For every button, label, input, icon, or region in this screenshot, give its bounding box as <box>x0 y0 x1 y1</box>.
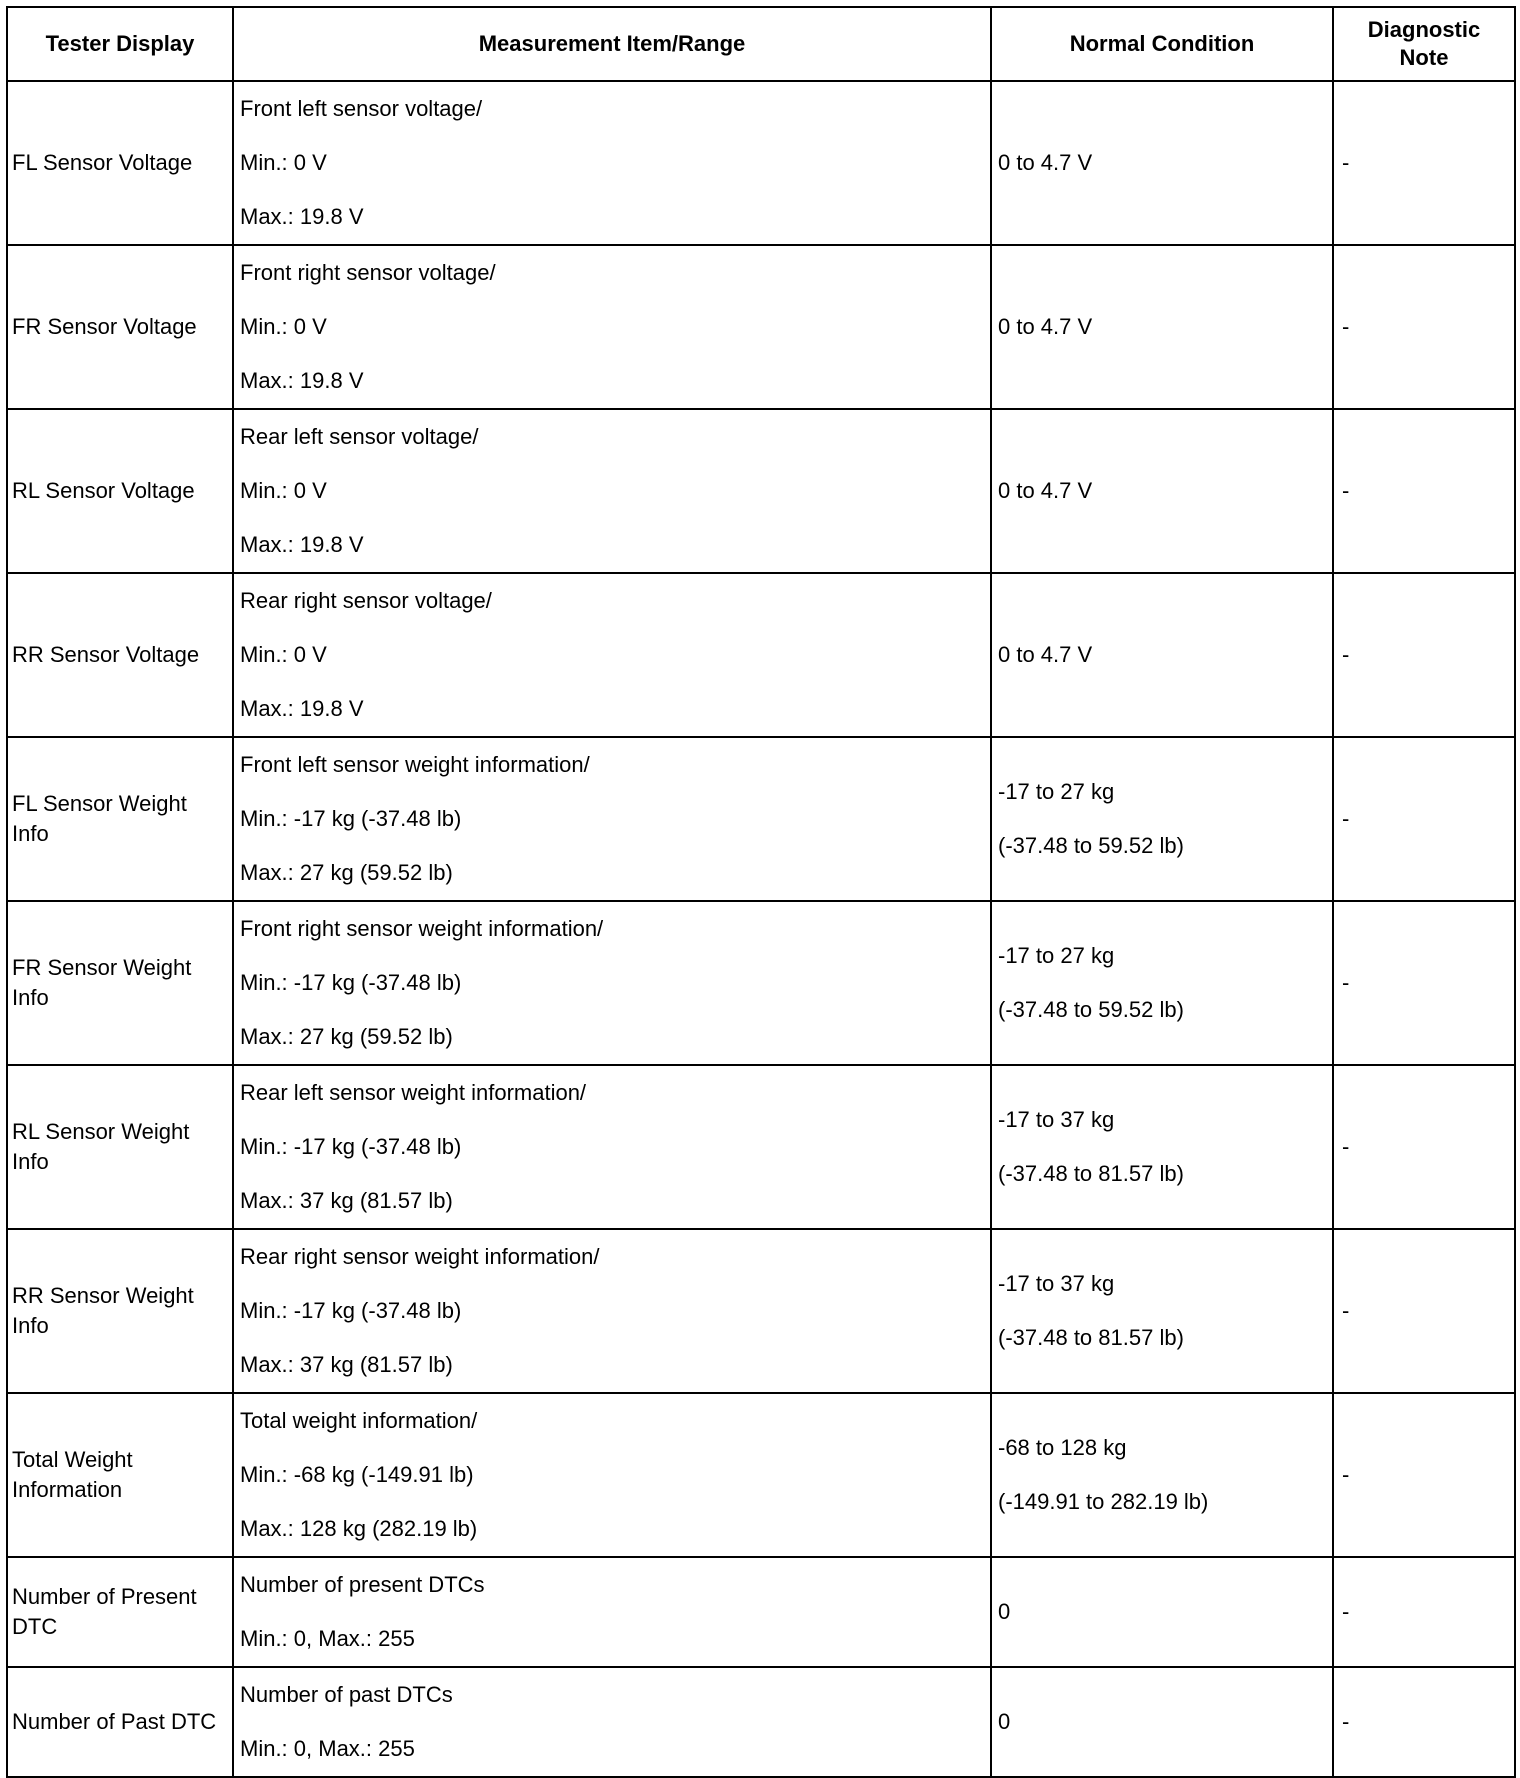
normal-condition-line: (-37.48 to 81.57 lb) <box>998 1161 1184 1186</box>
measurement-line: Max.: 19.8 V <box>240 368 364 393</box>
normal-condition-line: (-37.48 to 59.52 lb) <box>998 833 1184 858</box>
measurement-line: Front left sensor voltage/ <box>240 96 483 121</box>
diagnostic-note-cell: - <box>1333 573 1515 737</box>
measurement-cell <box>233 81 991 245</box>
header-tester-display: Tester Display <box>7 7 233 81</box>
normal-condition-cell <box>991 81 1333 245</box>
diagnostic-note-cell: - <box>1333 901 1515 1065</box>
measurement-line: Max.: 27 kg (59.52 lb) <box>240 860 453 885</box>
normal-condition-line: -17 to 37 kg <box>998 1107 1115 1132</box>
measurement-line: Max.: 128 kg (282.19 lb) <box>240 1516 478 1541</box>
table-row <box>7 1393 1515 1557</box>
measurement-line: Min.: -17 kg (-37.48 lb) <box>240 806 462 831</box>
normal-condition-cell <box>991 573 1333 737</box>
tester-display-cell: FL Sensor Weight Info <box>7 737 233 901</box>
measurement-line: Min.: 0 V <box>240 642 327 667</box>
normal-condition-line: (-37.48 to 59.52 lb) <box>998 997 1184 1022</box>
normal-condition-cell <box>991 1065 1333 1229</box>
measurement-cell <box>233 1667 991 1777</box>
tester-display-cell: FR Sensor Weight Info <box>7 901 233 1065</box>
tester-display-cell: RR Sensor Weight Info <box>7 1229 233 1393</box>
table-row <box>7 737 1515 901</box>
diagnostic-data-table <box>6 6 1516 1778</box>
normal-condition-line: 0 to 4.7 V <box>998 150 1093 175</box>
measurement-line: Min.: 0 V <box>240 150 327 175</box>
tester-display-cell: RL Sensor Voltage <box>7 409 233 573</box>
measurement-cell <box>233 245 991 409</box>
normal-condition-line: -17 to 37 kg <box>998 1271 1115 1296</box>
measurement-line: Max.: 19.8 V <box>240 204 364 229</box>
measurement-line: Number of past DTCs <box>240 1682 453 1707</box>
diagnostic-note-cell: - <box>1333 81 1515 245</box>
normal-condition-cell <box>991 1229 1333 1393</box>
measurement-line: Max.: 19.8 V <box>240 696 364 721</box>
normal-condition-cell <box>991 1557 1333 1667</box>
measurement-line: Min.: 0 V <box>240 314 327 339</box>
tester-display-cell: Total Weight Information <box>7 1393 233 1557</box>
measurement-line: Min.: 0, Max.: 255 <box>240 1736 415 1761</box>
measurement-line: Min.: 0, Max.: 255 <box>240 1626 415 1651</box>
measurement-line: Min.: -17 kg (-37.48 lb) <box>240 1298 462 1323</box>
measurement-line: Rear right sensor weight information/ <box>240 1244 600 1269</box>
measurement-line: Min.: -17 kg (-37.48 lb) <box>240 970 462 995</box>
normal-condition-line: 0 to 4.7 V <box>998 314 1093 339</box>
measurement-line: Min.: -17 kg (-37.48 lb) <box>240 1134 462 1159</box>
normal-condition-line: -17 to 27 kg <box>998 779 1115 804</box>
measurement-line: Max.: 27 kg (59.52 lb) <box>240 1024 453 1049</box>
measurement-line: Front right sensor weight information/ <box>240 916 604 941</box>
table-row <box>7 573 1515 737</box>
normal-condition-line: 0 to 4.7 V <box>998 478 1093 503</box>
table-row <box>7 1229 1515 1393</box>
measurement-cell <box>233 1229 991 1393</box>
normal-condition-line: 0 to 4.7 V <box>998 642 1093 667</box>
tester-display-cell: Number of Past DTC <box>7 1667 233 1777</box>
measurement-cell <box>233 901 991 1065</box>
table-row <box>7 901 1515 1065</box>
measurement-cell <box>233 1065 991 1229</box>
normal-condition-line: 0 <box>998 1709 1011 1734</box>
measurement-line: Number of present DTCs <box>240 1572 485 1597</box>
normal-condition-line: -17 to 27 kg <box>998 943 1115 968</box>
tester-display-cell: RR Sensor Voltage <box>7 573 233 737</box>
normal-condition-line: 0 <box>998 1599 1011 1624</box>
diagnostic-note-cell: - <box>1333 1393 1515 1557</box>
measurement-cell <box>233 409 991 573</box>
table-row <box>7 1557 1515 1667</box>
measurement-line: Front right sensor voltage/ <box>240 260 496 285</box>
normal-condition-line: (-37.48 to 81.57 lb) <box>998 1325 1184 1350</box>
measurement-cell <box>233 1557 991 1667</box>
measurement-cell <box>233 1393 991 1557</box>
tester-display-cell: Number of Present DTC <box>7 1557 233 1667</box>
tester-display-cell: RL Sensor Weight Info <box>7 1065 233 1229</box>
diagnostic-note-cell: - <box>1333 409 1515 573</box>
measurement-line: Max.: 37 kg (81.57 lb) <box>240 1188 453 1213</box>
measurement-line: Rear left sensor weight information/ <box>240 1080 587 1105</box>
diagnostic-note-cell: - <box>1333 1229 1515 1393</box>
normal-condition-line: (-149.91 to 282.19 lb) <box>998 1489 1209 1514</box>
normal-condition-cell <box>991 245 1333 409</box>
tester-display-cell: FL Sensor Voltage <box>7 81 233 245</box>
measurement-cell <box>233 737 991 901</box>
measurement-cell <box>233 573 991 737</box>
header-diagnostic-note: Diagnostic Note <box>1333 7 1515 81</box>
measurement-line: Rear right sensor voltage/ <box>240 588 492 613</box>
normal-condition-cell <box>991 737 1333 901</box>
measurement-line: Min.: 0 V <box>240 478 327 503</box>
header-row <box>7 7 1515 81</box>
diagnostic-note-cell: - <box>1333 1065 1515 1229</box>
normal-condition-cell <box>991 1667 1333 1777</box>
table-row <box>7 409 1515 573</box>
measurement-line: Front left sensor weight information/ <box>240 752 590 777</box>
diagnostic-note-cell: - <box>1333 1557 1515 1667</box>
normal-condition-cell <box>991 409 1333 573</box>
measurement-line: Max.: 19.8 V <box>240 532 364 557</box>
measurement-line: Rear left sensor voltage/ <box>240 424 479 449</box>
table-row <box>7 1065 1515 1229</box>
normal-condition-cell <box>991 1393 1333 1557</box>
diagnostic-note-cell: - <box>1333 737 1515 901</box>
header-measurement: Measurement Item/Range <box>233 7 991 81</box>
normal-condition-line: -68 to 128 kg <box>998 1435 1127 1460</box>
header-normal-condition: Normal Condition <box>991 7 1333 81</box>
table-row <box>7 1667 1515 1777</box>
normal-condition-cell <box>991 901 1333 1065</box>
measurement-line: Max.: 37 kg (81.57 lb) <box>240 1352 453 1377</box>
measurement-line: Min.: -68 kg (-149.91 lb) <box>240 1462 474 1487</box>
diagnostic-note-cell: - <box>1333 245 1515 409</box>
diagnostic-note-cell: - <box>1333 1667 1515 1777</box>
measurement-line: Total weight information/ <box>240 1408 478 1433</box>
table-row <box>7 245 1515 409</box>
tester-display-cell: FR Sensor Voltage <box>7 245 233 409</box>
table-row <box>7 81 1515 245</box>
